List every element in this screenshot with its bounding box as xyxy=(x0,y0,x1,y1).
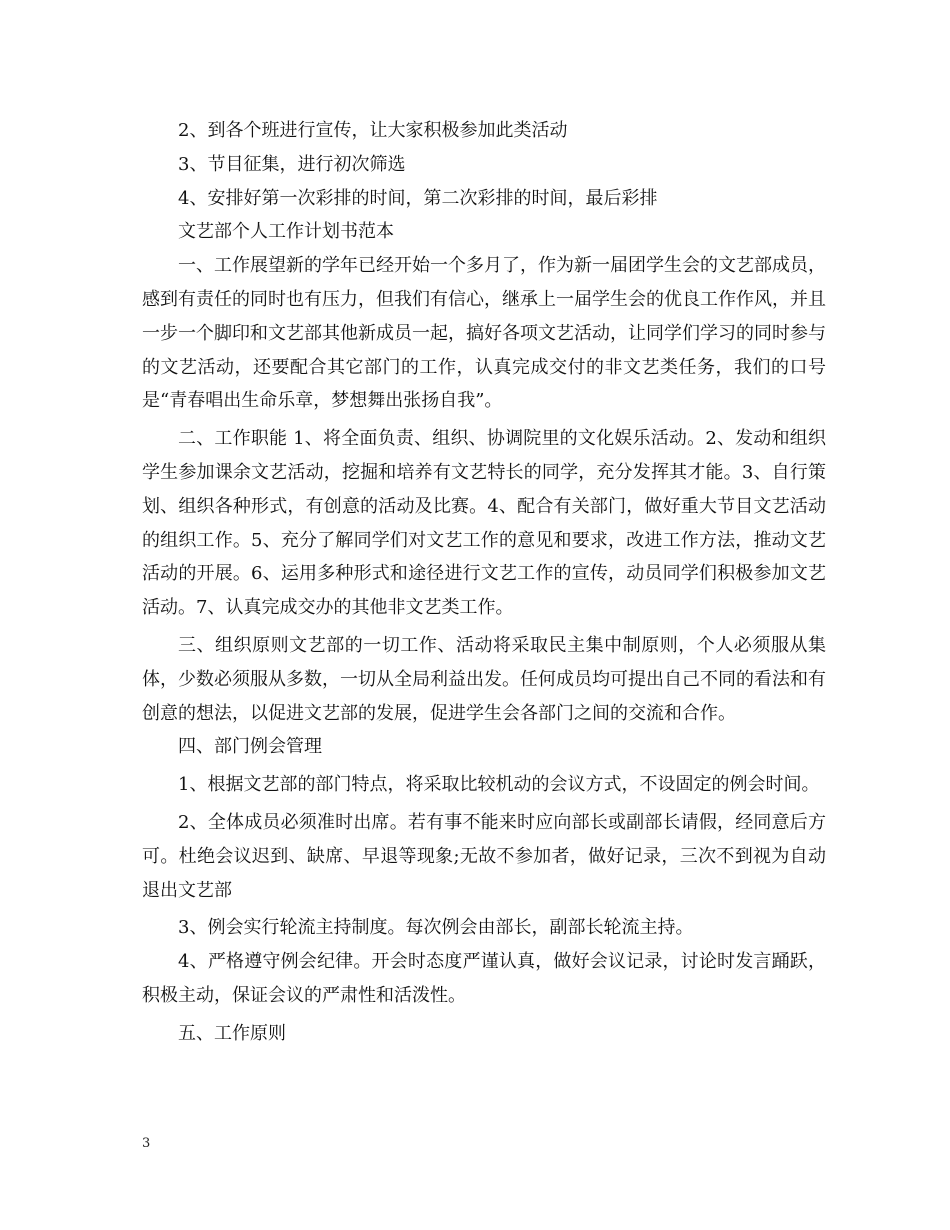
paragraph-meeting-rule-4: 4、严格遵守例会纪律。开会时态度严谨认真，做好会议记录，讨论时发言踊跃，积极主动，保证会议的严肃性和活泼性。 xyxy=(142,951,826,1006)
paragraph-work-functions: 二、工作职能 1、将全面负责、组织、协调院里的文化娱乐活动。2、发动和组织学生参加课余文艺活动，挖掘和培养有文艺特长的同学，充分发挥其才能。3、自行策划、组织各种形式，有创意的活动及比赛。4、配合有关部门，做好重大节目文艺活动的组织工作。5、充分了解同学们对文艺工作的意见和要求，改进工作方法，推动文艺活动的开展。6、运用多种形式和途径进行文艺工作的宣传，动员同学们积极参加文艺活动。7、认真完成交办的其他非文艺类工作。 xyxy=(142,428,826,619)
heading-meeting-management: 四、部门例会管理 xyxy=(178,736,322,758)
paragraph-meeting-rule-1: 1、根据文艺部的部门特点，将采取比较机动的会议方式，不设固定的例会时间。 xyxy=(178,774,820,796)
section-title: 文艺部个人工作计划书范本 xyxy=(178,221,394,243)
heading-work-principles: 五、工作原则 xyxy=(178,1022,286,1044)
text-line-1: 2、到各个班进行宣传，让大家积极参加此类活动 xyxy=(178,120,568,141)
paragraph-work-outlook: 一、工作展望新的学年已经开始一个多月了，作为新一届团学生会的文艺部成员，感到有责任的同时也有压力，但我们有信心，继承上一届学生会的优良工作作风，并且一步一个脚印和文艺部其他新成员一起，搞好各项文艺活动，让同学们学习的同时参与的文艺活动，还要配合其它部门的工作，认真完成交付的非文艺类任务，我们的口号是“青春唱出生命乐章，梦想舞出张扬自我”。 xyxy=(142,255,826,412)
paragraph-organization-principles: 三、组织原则文艺部的一切工作、活动将采取民主集中制原则，个人必须服从集体，少数必须服从多数，一切从全局利益出发。任何成员均可提出自己不同的看法和有创意的想法，以促进文艺部的发展，促进学生会各部门之间的交流和合作。 xyxy=(142,634,826,724)
text-line-2: 3、节目征集，进行初次筛选 xyxy=(178,153,406,175)
paragraph-meeting-rule-2: 2、全体成员必须准时出席。若有事不能来时应向部长或副部长请假，经同意后方可。杜绝会议迟到、缺席、早退等现象;无故不参加者，做好记录，三次不到视为自动退出文艺部 xyxy=(142,811,826,901)
paragraph-meeting-rule-3: 3、例会实行轮流主持制度。每次例会由部长，副部长轮流主持。 xyxy=(178,917,694,939)
text-line-3: 4、安排好第一次彩排的时间，第二次彩排的时间，最后彩排 xyxy=(178,187,658,209)
document-body xyxy=(142,114,826,1051)
page-number: 3 xyxy=(142,1136,151,1151)
